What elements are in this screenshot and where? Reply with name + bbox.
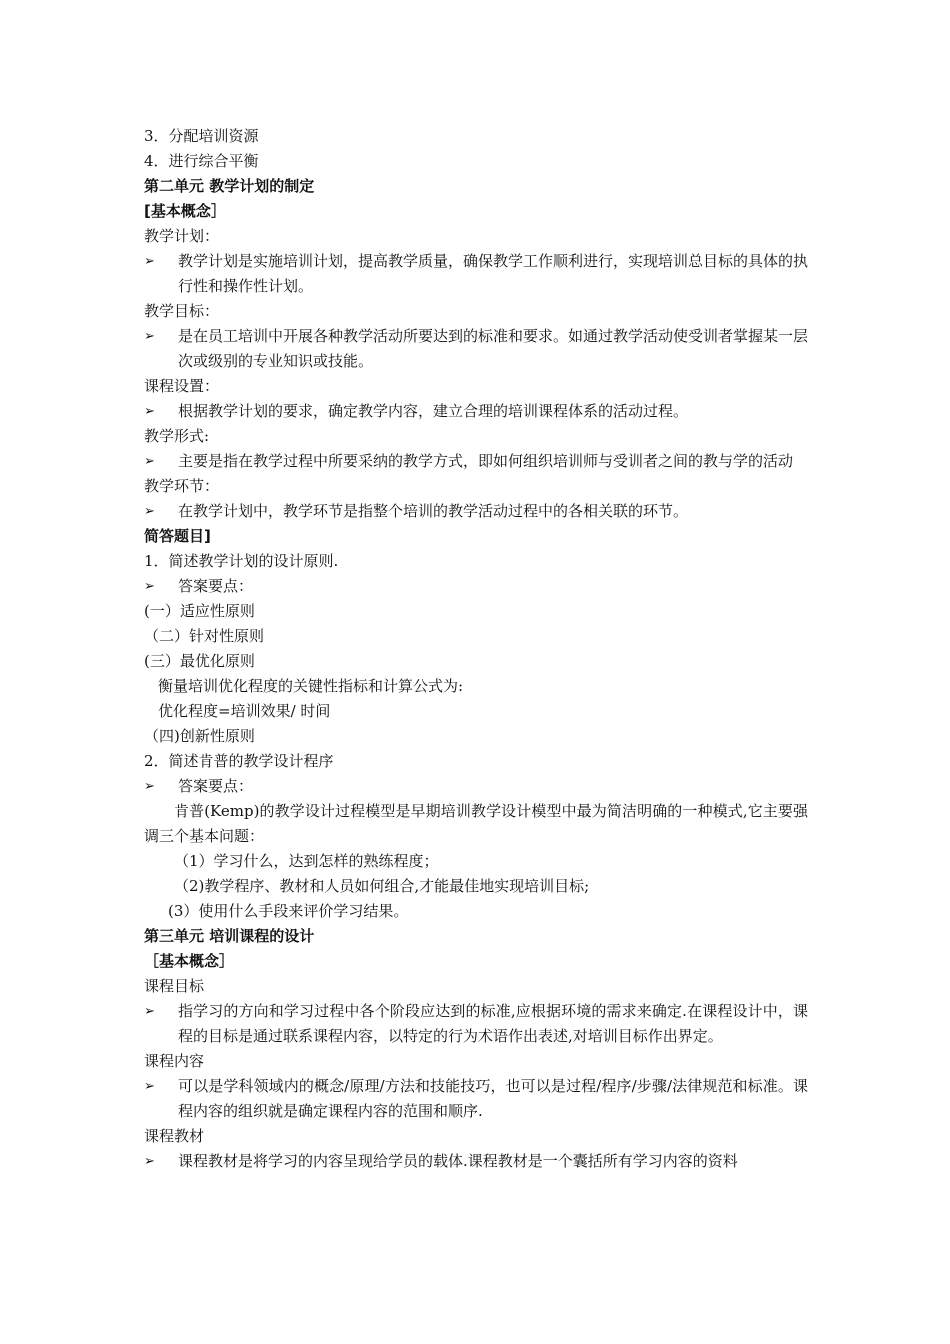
numbered-item: （1）学习什么，达到怎样的熟练程度； [174,852,439,870]
list-item [144,999,808,1049]
term-label: 教学计划： [144,227,220,245]
principle-description: 衡量培训优化程度的关键性指标和计算公式为: [158,677,464,695]
term-label: 课程设置： [144,377,220,395]
principle-item: (一）适应性原则 [144,602,255,620]
bullet-arrow-icon: ➢ [144,329,155,344]
subsection-heading: [基本概念］ [144,202,226,220]
answer-label: 答案要点： [178,577,254,595]
bullet-arrow-icon: ➢ [144,1154,155,1169]
term-label: 课程目标 [144,977,205,995]
list-item [144,399,808,424]
paragraph: 肯普(Kemp)的教学设计过程模型是早期培训教学设计模型中最为简洁明确的一种模式,它主要强调三个基本问题： [144,802,808,845]
bullet-arrow-icon: ➢ [144,1079,155,1094]
term-label: 课程内容 [144,1052,205,1070]
definition-text: 主要是指在教学过程中所要采纳的教学方式，即如何组织培训师与受训者之间的教与学的活动 [178,452,794,470]
principle-item: （四)创新性原则 [144,727,255,745]
formula-text: 优化程度=培训效果/ 时间 [158,702,331,720]
definition-text: 课程教材是将学习的内容呈现给学员的载体.课程教材是一个囊括所有学习内容的资料 [178,1152,738,1170]
term-label: 教学形式: [144,427,210,445]
section-heading: 第二单元 教学计划的制定 [144,177,315,195]
bullet-arrow-icon: ➢ [144,504,155,519]
term-label: 教学目标： [144,302,220,320]
list-item [144,774,808,799]
principle-item: (三）最优化原则 [144,652,255,670]
list-item [144,1074,808,1124]
list-item [144,1149,808,1174]
question-text: 1．简述教学计划的设计原则. [144,552,339,570]
definition-text: 可以是学科领域内的概念/原理/方法和技能技巧，也可以是过程/程序/步骤/法律规范和标准。课程内容的组织就是确定课程内容的范围和顺序. [178,1077,808,1120]
definition-text: 是在员工培训中开展各种教学活动所要达到的标准和要求。如通过教学活动使受训者掌握某一层次或级别的专业知识或技能。 [178,327,809,370]
definition-text: 教学计划是实施培训计划，提高教学质量，确保教学工作顺利进行，实现培训总目标的具体的执行性和操作性计划。 [178,252,809,295]
definition-text: 在教学计划中，教学环节是指整个培训的教学活动过程中的各相关联的环节。 [178,502,689,520]
definition-text: 根据教学计划的要求，确定教学内容，建立合理的培训课程体系的活动过程。 [178,402,689,420]
bullet-arrow-icon: ➢ [144,454,155,469]
answer-label: 答案要点： [178,777,254,795]
numbered-item: (3）使用什么手段来评价学习结果。 [168,902,409,920]
principle-item: （二）针对性原则 [144,627,265,645]
subsection-heading: ［基本概念］ [144,952,235,970]
document-page [144,124,808,1174]
bullet-arrow-icon: ➢ [144,254,155,269]
question-text: 2．简述肯普的教学设计程序 [144,752,334,770]
bullet-arrow-icon: ➢ [144,1004,155,1019]
numbered-item: （2)教学程序、教材和人员如何组合,才能最佳地实现培训目标; [174,877,590,895]
bullet-arrow-icon: ➢ [144,579,155,594]
text-line: 3．分配培训资源 [144,127,259,145]
text-line: 4．进行综合平衡 [144,152,259,170]
bullet-arrow-icon: ➢ [144,779,155,794]
term-label: 课程教材 [144,1127,205,1145]
list-item [144,249,808,299]
list-item [144,449,808,474]
definition-text: 指学习的方向和学习过程中各个阶段应达到的标准,应根据环境的需求来确定.在课程设计中，课程的目标是通过联系课程内容，以特定的行为术语作出表述,对培训目标作出界定。 [178,1002,808,1045]
section-heading: 第三单元 培训课程的设计 [144,927,315,945]
list-item [144,324,808,374]
list-item [144,574,808,599]
bullet-arrow-icon: ➢ [144,404,155,419]
term-label: 教学环节： [144,477,220,495]
subsection-heading: 简答题目] [144,527,211,545]
list-item [144,499,808,524]
